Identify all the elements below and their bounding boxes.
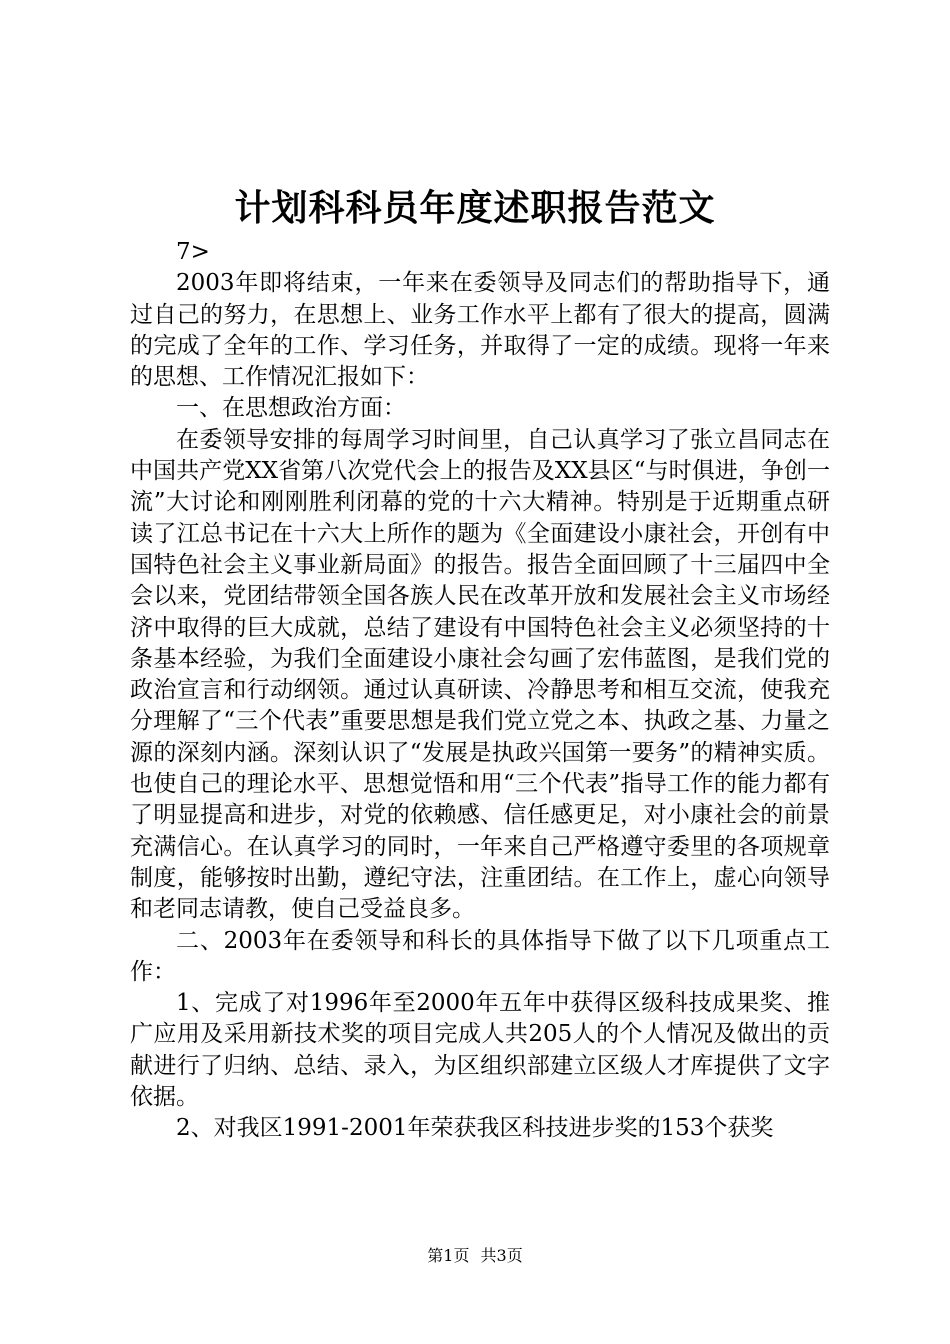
document-title: 计划科科员年度述职报告范文 [234, 187, 716, 229]
paragraph: 7> [176, 239, 210, 265]
section-heading: 一、在思想政治方面： [176, 395, 406, 422]
page-footer [0, 1245, 950, 1267]
paragraph: 1、完成了对1996年至2000年五年中获得区级科技成果奖、推广应用及采用新技术奖的项目完成人共205人的个人情况及做出的贡献进行了归纳、总结、录入，为区组织部建立区级人才库提供了文字依据。 [130, 990, 830, 1111]
paragraph: 在委领导安排的每周学习时间里，自己认真学习了张立昌同志在中国共产党XX省第八次党代会上的报告及XX县区“与时俱进，争创一流”大讨论和刚刚胜利闭幕的党的十六大精神。特别是于近期重点研读了江总书记在十六大上所作的题为《全面建设小康社会，开创有中国特色社会主义事业新局面》的报告。报告全面回顾了十三届四中全会以来，党团结带领全国各族人民在改革开放和发展社会主义市场经济中取得的巨大成就，总结了建设有中国特色社会主义必须坚持的十条基本经验，为我们全面建设小康社会勾画了宏伟蓝图，是我们党的政治宣言和行动纲领。通过认真研读、冷静思考和相互交流，使我充分理解了“三个代表”重要思想是我们党立党之本、执政之基、力量之源的深刻内涵。深刻认识了“发展是执政兴国第一要务”的精神实质。也使自己的理论水平、思想觉悟和用“三个代表”指导工作的能力都有了明显提高和进步，对党的依赖感、信任感更足，对小康社会的前景充满信心。在认真学习的同时，一年来自己严格遵守委里的各项规章制度，能够按时出勤，遵纪守法，注重团结。在工作上，虚心向领导和老同志请教，使自己受益良多。 [130, 426, 830, 923]
paragraph: 2003年即将结束，一年来在委领导及同志们的帮助指导下，通过自己的努力，在思想上、业务工作水平上都有了很大的提高，圆满的完成了全年的工作、学习任务，并取得了一定的成绩。现将一年来的思想、工作情况汇报如下： [130, 270, 830, 391]
document-body [130, 237, 830, 1145]
page-number: 第1页 [427, 1246, 470, 1265]
page-total: 共3页 [480, 1246, 523, 1265]
section-heading: 二、2003年在委领导和科长的具体指导下做了以下几项重点工作： [130, 927, 830, 985]
paragraph: 2、对我区1991-2001年荣获我区科技进步奖的153个获奖 [176, 1115, 774, 1142]
